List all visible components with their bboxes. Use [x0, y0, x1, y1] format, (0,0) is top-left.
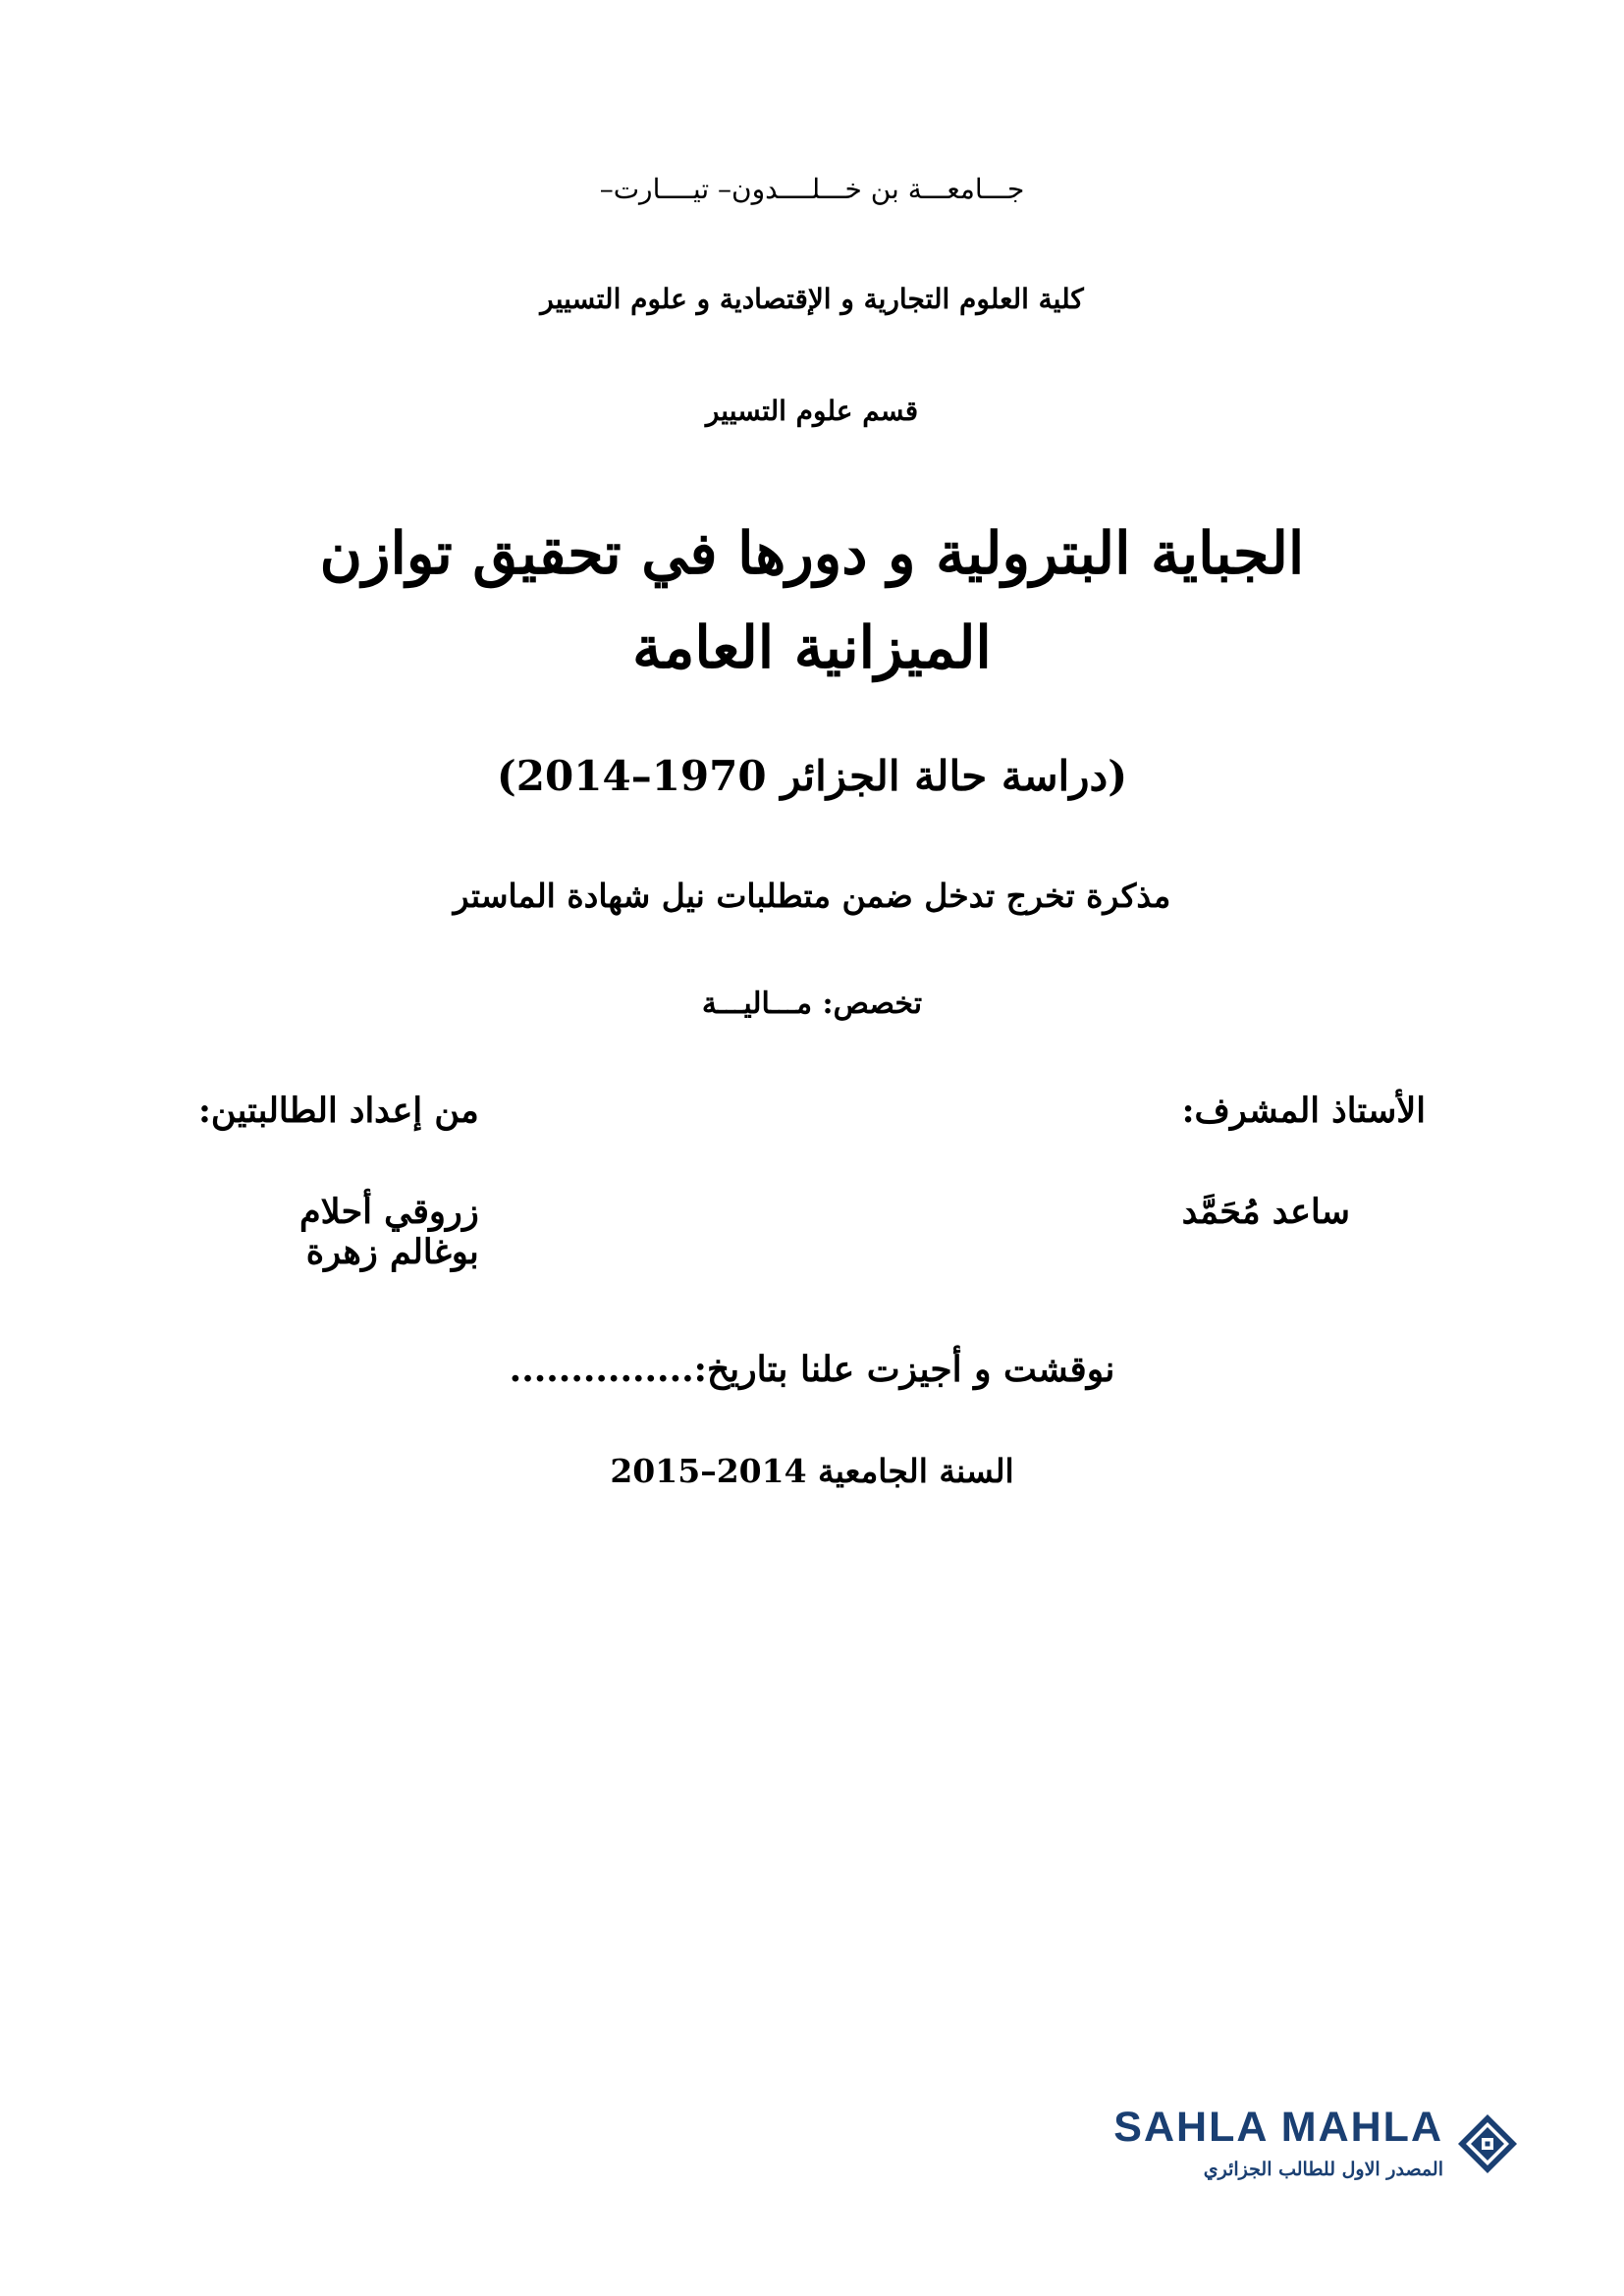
university-name: جـــامعـــة بن خـــلــــدون– تيــــارت–	[599, 173, 1025, 205]
watermark-text	[1113, 2104, 1443, 2180]
supervisor-name: ساعد مُحَمَّد	[1181, 1191, 1351, 1232]
page-title: الجباية البترولية و دورها في تحقيق توازن الميزانية العامة	[319, 519, 1305, 681]
sahla-mahla-logo-icon	[1457, 2113, 1518, 2174]
watermark	[1113, 2104, 1518, 2180]
degree-note: مذكرة تخرج تدخل ضمن متطلبات نيل شهادة الماستر	[453, 877, 1171, 916]
students-column	[198, 1091, 479, 1272]
faculty-name: كلية العلوم التجارية و الإقتصادية و علوم التسيير	[540, 283, 1084, 315]
students-heading: من إعداد الطالبتين:	[198, 1090, 479, 1131]
case-study-subtitle: (دراسة حالة الجزائر 1970–2014)	[496, 752, 1128, 801]
academic-year: السنة الجامعية 2014–2015	[610, 1451, 1014, 1490]
supervisor-heading: الأستاذ المشرف:	[1181, 1090, 1426, 1131]
student-name-2: بوغالم زهرة	[305, 1231, 479, 1272]
watermark-brand: SAHLA MAHLA	[1113, 2104, 1443, 2151]
department-name: قسم علوم التسيير	[705, 395, 919, 427]
defense-date-line: نوقشت و أجيزت علنا بتاريخ:...............	[509, 1348, 1115, 1390]
people-section	[198, 1091, 1426, 1272]
student-name-1: زروقي أحلام	[299, 1191, 479, 1232]
watermark-tagline: المصدر الاول للطالب الجزائري	[1203, 2159, 1443, 2180]
supervisor-column	[1182, 1091, 1426, 1232]
speciality-label: تخصص: مـــاليـــة	[701, 986, 923, 1021]
